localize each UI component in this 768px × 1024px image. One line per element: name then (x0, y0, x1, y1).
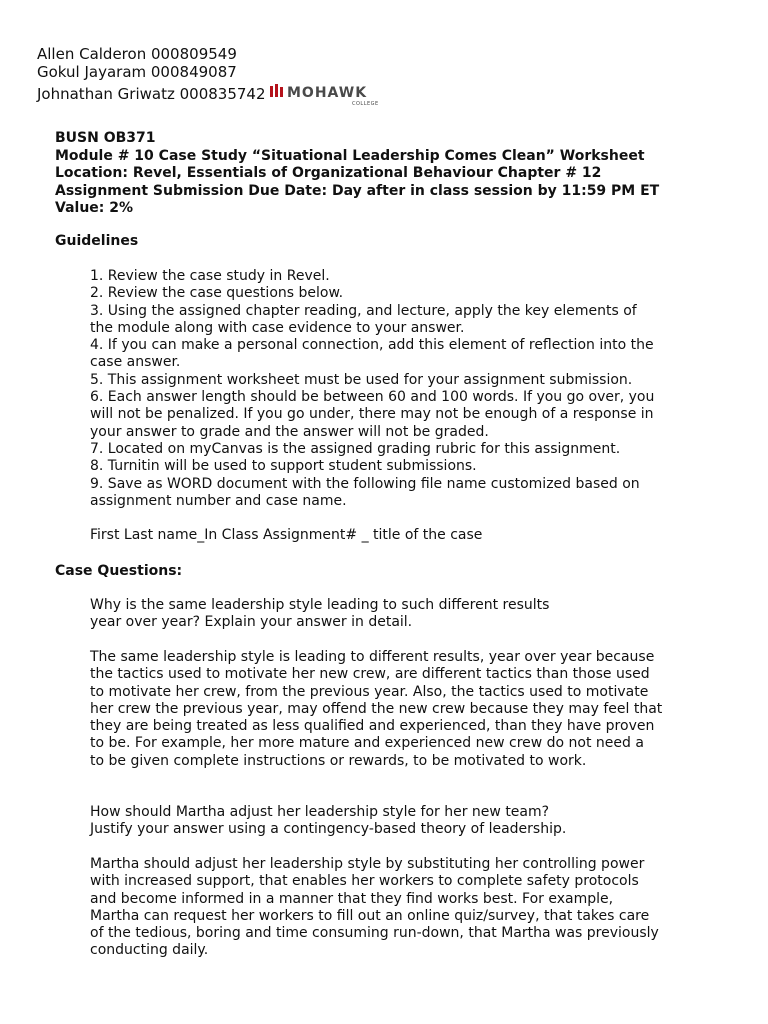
answer-line: and become informed in a manner that they find works best. For example, (90, 890, 614, 907)
answer-line: with increased support, that enables her workers to complete safety protocols (90, 873, 639, 890)
guideline-line: case answer. (90, 354, 181, 371)
answer-line: The same leadership style is leading to different results, year over year because (90, 649, 655, 665)
guideline-line: 1. Review the case study in Revel. (90, 268, 330, 284)
question-line: year over year? Explain your answer in detail. (90, 614, 413, 631)
question-line: How should Martha adjust her leadership style for her new team? (90, 804, 550, 820)
guideline-line: 7. Located on myCanvas is the assigned grading rubric for this assignment. (90, 440, 621, 457)
answer-line: to be. For example, her more mature and experienced new crew do not need a (90, 735, 644, 752)
guideline-line: 2. Review the case questions below. (90, 285, 344, 302)
guideline-line: 4. If you can make a personal connection, add this element of reflection into the (90, 337, 654, 354)
question-1 (90, 597, 750, 632)
module-title: Module # 10 Case Study “Situational Leadership Comes Clean” Worksheet (55, 147, 645, 164)
case-questions-heading: Case Questions: (55, 563, 183, 579)
guidelines-list (90, 268, 750, 545)
answer-line: the tactics used to motivate her new crew, are different tactics than those used (90, 666, 650, 683)
guideline-line: 9. Save as WORD document with the following file name customized based on (90, 475, 640, 492)
assignment-header (55, 130, 745, 218)
guideline-line: your answer to grade and the answer will not be graded. (90, 423, 489, 440)
answer-line: of the tedious, boring and time consuming run-down, that Martha was previously (90, 925, 659, 942)
guideline-line: 8. Turnitin will be used to support student submissions. (90, 458, 477, 475)
guideline-line: 6. Each answer length should be between 60 and 100 words. If you go over, you (90, 389, 655, 406)
question-line: Justify your answer using a contingency-based theory of leadership. (90, 821, 567, 838)
location-line: Location: Revel, Essentials of Organizational Behaviour Chapter # 12 (55, 165, 602, 181)
mohawk-logo-icon (270, 84, 384, 108)
guidelines-heading: Guidelines (55, 233, 139, 249)
question-line: Why is the same leadership style leading to such different results (90, 597, 550, 613)
answer-line: they are being treated as less qualified and experienced, than they have proven (90, 718, 655, 735)
answer-1 (90, 649, 750, 770)
question-2 (90, 804, 750, 839)
answer-line: to be given complete instructions or rewards, to be motivated to work. (90, 752, 587, 769)
author-name: Allen Calderon 000809549 (37, 45, 237, 63)
author-name: Gokul Jayaram 000849087 (37, 63, 237, 81)
author-list (37, 45, 266, 103)
answer-line: to motivate her crew, from the previous year. Also, the tactics used to motivate (90, 683, 649, 700)
guideline-line: 5. This assignment worksheet must be used for your assignment submission. (90, 371, 633, 388)
svg-text:COLLEGE: COLLEGE (352, 101, 379, 107)
answer-line: Martha can request her workers to fill out an online quiz/survey, that takes care (90, 907, 650, 924)
answer-line: her crew the previous year, may offend the new crew because they may feel that (90, 700, 663, 717)
answer-2 (90, 856, 750, 960)
mohawk-college-logo (270, 84, 384, 108)
author-name: Johnathan Griwatz 000835742 (37, 85, 266, 103)
answer-line: conducting daily. (90, 942, 209, 959)
course-code: BUSN OB371 (55, 130, 156, 146)
guideline-line: 3. Using the assigned chapter reading, and lecture, apply the key elements of (90, 302, 637, 319)
svg-text:MOHAWK: MOHAWK (287, 85, 368, 101)
answer-line: Martha should adjust her leadership style by substituting her controlling power (90, 856, 645, 872)
value-line: Value: 2% (55, 200, 134, 216)
guideline-line: assignment number and case name. (90, 492, 347, 509)
guideline-line: the module along with case evidence to your answer. (90, 319, 465, 336)
due-date-line: Assignment Submission Due Date: Day after in class session by 11:59 PM ET (55, 182, 660, 199)
filename-format: First Last name_In Class Assignment# _ title of the case (90, 527, 483, 544)
guideline-line: will not be penalized. If you go under, there may not be enough of a response in (90, 406, 654, 423)
